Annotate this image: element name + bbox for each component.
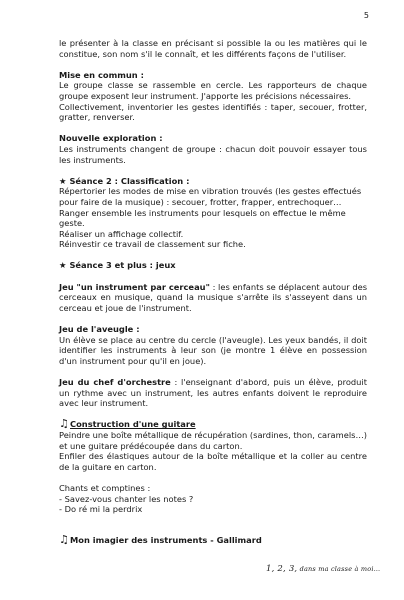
jeu-aveugle-text: Un élève se place au centre du cercle (l'aveugle). Les yeux bandés, il doit identifier les instruments à leur son (je montre 1 élève en possession d'un instrument pour qu'il en joue). — [59, 334, 367, 366]
nouvelle-exploration-text: Les instruments changent de groupe : chacun doit pouvoir essayer tous les instruments. — [59, 143, 367, 165]
star-icon: ★ — [59, 260, 67, 271]
imagier-heading-row — [59, 535, 367, 546]
chants-heading: Chants et comptines : — [59, 482, 151, 493]
music-note-icon: ♫ — [59, 417, 69, 431]
section-guitare — [59, 419, 367, 472]
chants-item: - Do ré mi la perdrix — [59, 504, 143, 515]
seance-3-heading: Séance 3 et plus : jeux — [69, 260, 176, 271]
nouvelle-exploration-heading: Nouvelle exploration : — [59, 133, 163, 144]
jeu-aveugle-heading: Jeu de l'aveugle : — [59, 324, 140, 335]
page-number: 5 — [363, 11, 369, 20]
section-chants — [59, 483, 367, 515]
music-note-icon: ♫ — [59, 533, 69, 547]
section-seance-3 — [59, 260, 367, 271]
seance-2-heading-row — [59, 176, 367, 187]
section-jeu-aveugle — [59, 324, 367, 366]
intro-paragraph: le présenter à la classe en précisant si possible la ou les matières qui le constitue, son nom s'il le connaît, et les différents façons de l'utiliser. — [59, 38, 367, 59]
section-nouvelle-exploration — [59, 133, 367, 165]
section-imagier — [59, 535, 367, 546]
seance-2-line: Répertorier les modes de mise en vibration trouvés (les gestes effectués pour faire de la musique) : secouer, frotter, frapper, entrechoquer… — [59, 186, 362, 207]
guitare-text: Peindre une boîte métallique de récupération (sardines, thon, caramels…) et une guitare prédécoupée dans du carton. — [59, 429, 367, 451]
seance-2-line: Réinvestir ce travail de classement sur fiche. — [59, 239, 246, 250]
imagier-heading: Mon imagier des instruments - Gallimard — [70, 535, 262, 546]
footer-brand-small: dans ma classe à moi… — [297, 565, 381, 573]
jeu-chef-text: : l'enseignant d'abord, puis un élève, produit un rythme avec un instrument, les autres enfants doivent le reproduire avec leur instrument. — [59, 377, 367, 409]
chants-item: - Savez-vous chanter les notes ? — [59, 493, 194, 504]
guitare-text-2: Enfiler des élastiques autour de la boîte métallique et la coller au centre de la guitare en carton. — [59, 451, 367, 472]
seance-2-line: Réaliser un affichage collectif. — [59, 228, 184, 239]
spacer — [59, 525, 367, 535]
seance-2-line: Ranger ensemble les instruments pour lesquels on effectue le même geste. — [59, 207, 346, 229]
jeu-cerceau-text: : les enfants se déplacent autour des cerceaux en musique, quand la musique s'arrête ils s'asseyent dans un cerceau et joue de l'instrument. — [59, 281, 368, 313]
footer-brand-main: 1, 2, 3, — [266, 564, 298, 574]
guitare-heading: Construction d'une guitare — [70, 419, 196, 430]
jeu-chef-title: Jeu du chef d'orchestre — [59, 377, 171, 387]
section-jeu-cerceau — [59, 282, 367, 314]
footer-brand — [266, 564, 380, 575]
section-jeu-chef — [59, 377, 367, 409]
mise-en-commun-text-2: Collectivement, inventorier les gestes identifiés : taper, secouer, frotter, gratter, renverser. — [59, 101, 367, 123]
section-seance-2 — [59, 176, 367, 250]
seance-2-heading: Séance 2 : Classification : — [69, 175, 190, 186]
page-content — [59, 38, 367, 557]
mise-en-commun-text: Le groupe classe se rassemble en cercle. Les rapporteurs de chaque groupe exposent leur instrument. J'apporte les précisions nécessaires. — [59, 80, 367, 101]
mise-en-commun-heading: Mise en commun : — [59, 69, 144, 80]
seance-3-heading-row — [59, 260, 367, 271]
guitare-heading-row — [59, 419, 367, 430]
jeu-cerceau-title: Jeu "un instrument par cerceau" — [59, 281, 210, 292]
star-icon: ★ — [59, 175, 67, 186]
section-mise-en-commun — [59, 70, 367, 123]
